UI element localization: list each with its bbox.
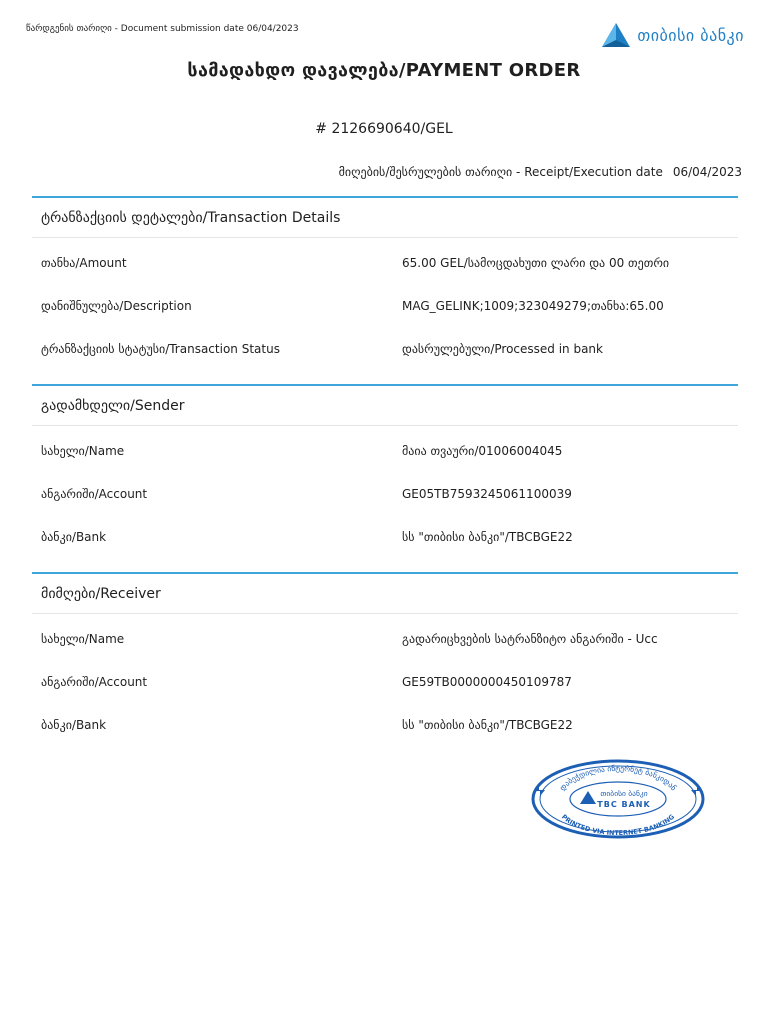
row-value: 65.00 GEL/სამოცდახუთი ლარი და 00 თეთრი: [402, 256, 670, 270]
receiver-name-row: [32, 614, 738, 657]
row-label: დანიშნულება/Description: [41, 299, 192, 313]
sender-account-row: [32, 469, 738, 512]
transaction-details-section: [32, 196, 738, 367]
row-label: სახელი/Name: [41, 444, 125, 458]
stamp-bank-en: TBC BANK: [597, 800, 651, 809]
row-value: MAG_GELINK;1009;323049279;თანხა:65.00: [402, 299, 664, 313]
description-row: [32, 281, 738, 324]
row-value: GE05TB7593245061100039: [402, 487, 572, 501]
row-label: ბანკი/Bank: [41, 718, 107, 732]
row-label: ტრანზაქციის სტატუსი/Transaction Status: [41, 342, 280, 356]
amount-row: [32, 238, 738, 281]
tbc-triangle-logo-icon: [601, 22, 631, 48]
row-value: სს "თიბისი ბანკი"/TBCBGE22: [402, 718, 573, 732]
row-label: ბანკი/Bank: [41, 530, 107, 544]
section-title: ტრანზაქციის დეტალები/Transaction Details: [32, 198, 738, 238]
execution-date-line: [339, 165, 742, 179]
section-title: მიმღები/Receiver: [32, 574, 738, 614]
stamp-top-text: დაბეჭდილია ინტერნეტ ბანკიდან: [557, 763, 679, 793]
bank-logo: [601, 22, 744, 48]
execution-date-label: მიღების/შესრულების თარიღი - Receipt/Execution date: [338, 165, 663, 179]
row-value: მაია თვაური/01006004045: [402, 444, 563, 458]
row-label: სახელი/Name: [41, 632, 125, 646]
transaction-status-row: [32, 324, 738, 367]
sender-bank-row: [32, 512, 738, 555]
sender-section: [32, 384, 738, 555]
row-value: სს "თიბისი ბანკი"/TBCBGE22: [402, 530, 573, 544]
row-label: ანგარიში/Account: [41, 675, 148, 689]
row-label: თანხა/Amount: [41, 256, 127, 270]
execution-date-value: 06/04/2023: [672, 165, 742, 179]
submission-date: წარდგენის თარიღი - Document submission date 06/04/2023: [26, 24, 299, 34]
receiver-section: [32, 572, 738, 743]
receiver-bank-row: [32, 700, 738, 743]
bank-stamp: [530, 758, 706, 840]
row-value: GE59TB0000000450109787: [402, 675, 572, 689]
stamp-triangle-icon: [580, 791, 596, 804]
document-title: სამადახდო დავალება/PAYMENT ORDER: [187, 60, 581, 81]
row-label: ანგარიში/Account: [41, 487, 148, 501]
section-title: გადამხდელი/Sender: [32, 386, 738, 426]
row-value: დასრულებული/Processed in bank: [402, 342, 603, 356]
stamp-bank-geo: თიბისი ბანკი: [600, 789, 648, 798]
receiver-account-row: [32, 657, 738, 700]
sender-name-row: [32, 426, 738, 469]
order-number: # 2126690640/GEL: [315, 121, 453, 137]
bank-logo-text: თიბისი ბანკი: [637, 25, 744, 45]
stamp-bottom-text: PRINTED VIA INTERNET BANKING: [559, 812, 677, 838]
row-value: გადარიცხვების სატრანზიტო ანგარიში - Ucc: [402, 632, 658, 646]
